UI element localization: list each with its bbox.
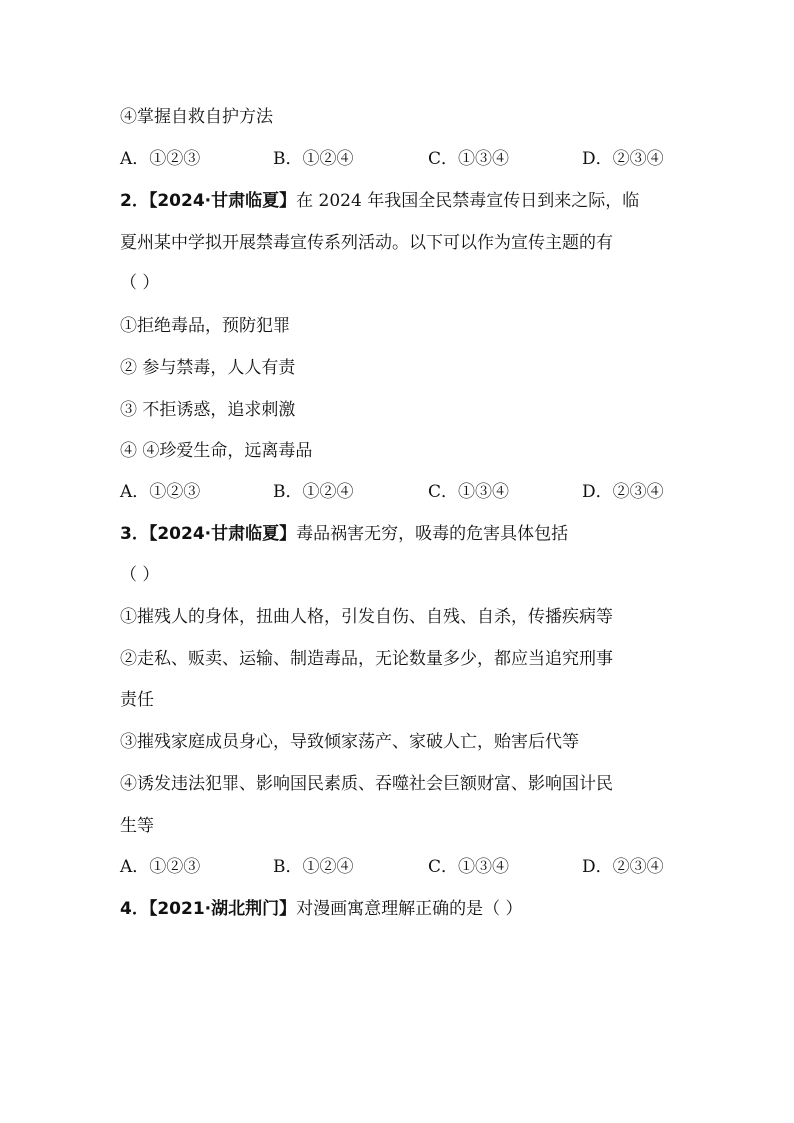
q3-item-2: ②走私、贩卖、运输、制造毒品，无论数量多少，都应当追究刑事 (120, 649, 613, 669)
q3-options (120, 856, 680, 878)
q2-source: 【2024·甘肃临夏】 (148, 191, 297, 211)
q3-item-1: ①摧残人的身体，扭曲人格，引发自伤、自残、自杀，传播疾病等 (120, 607, 613, 627)
q2-option-b[interactable]: B．①②④ (273, 482, 354, 502)
q3-item-3: ③摧残家庭成员身心，导致倾家荡产、家破人亡，贻害后代等 (120, 732, 579, 752)
q2-stem (120, 190, 639, 212)
q1-option-b[interactable]: B．①②④ (273, 149, 354, 169)
q3-option-d[interactable]: D．②③④ (582, 857, 664, 877)
q2-answer-blank: （ ） (120, 273, 160, 293)
q2-option-d[interactable]: D．②③④ (582, 482, 664, 502)
q3-option-b[interactable]: B．①②④ (273, 857, 354, 877)
q2-stem-text: 在 2024 年我国全民禁毒宣传日到来之际，临 (296, 191, 640, 211)
q1-option-d[interactable]: D．②③④ (582, 149, 664, 169)
q3-answer-blank: （ ） (120, 565, 160, 585)
q1-item-4: ④掌握自救自护方法 (120, 107, 273, 127)
q2-item-1: ①拒绝毒品，预防犯罪 (120, 316, 290, 336)
q4-source: 【2021·湖北荆门】 (148, 899, 297, 919)
q2-item-4: ④ ④珍爱生命，远离毒品 (120, 441, 313, 461)
q1-options (120, 148, 680, 170)
q4-stem-text: 对漫画寓意理解正确的是（ ） (296, 899, 523, 919)
q1-option-c[interactable]: C．①③④ (428, 149, 510, 169)
q2-options (120, 481, 680, 503)
q2-option-a[interactable]: A．①②③ (120, 482, 201, 502)
q2-number: 2． (120, 191, 149, 211)
q3-option-a[interactable]: A．①②③ (120, 857, 201, 877)
q2-option-c[interactable]: C．①③④ (428, 482, 510, 502)
q3-option-c[interactable]: C．①③④ (428, 857, 510, 877)
q3-item-4: ④诱发违法犯罪、影响国民素质、吞噬社会巨额财富、影响国计民 (120, 774, 613, 794)
q2-item-2: ② 参与禁毒，人人有责 (120, 358, 296, 378)
q2-stem-line2: 夏州某中学拟开展禁毒宣传系列活动。以下可以作为宣传主题的有 (120, 233, 613, 253)
q3-number: 3． (120, 524, 149, 544)
q3-stem-text: 毒品祸害无穷，吸毒的危害具体包括 (296, 524, 569, 544)
q4-number: 4． (120, 899, 149, 919)
q1-option-a[interactable]: A．①②③ (120, 149, 201, 169)
q3-item-4-cont: 生等 (120, 816, 154, 836)
q4-stem (120, 898, 523, 920)
q3-stem (120, 523, 568, 545)
q3-source: 【2024·甘肃临夏】 (148, 524, 297, 544)
q3-item-2-cont: 责任 (120, 690, 154, 710)
q2-item-3: ③ 不拒诱惑，追求刺激 (120, 400, 296, 420)
